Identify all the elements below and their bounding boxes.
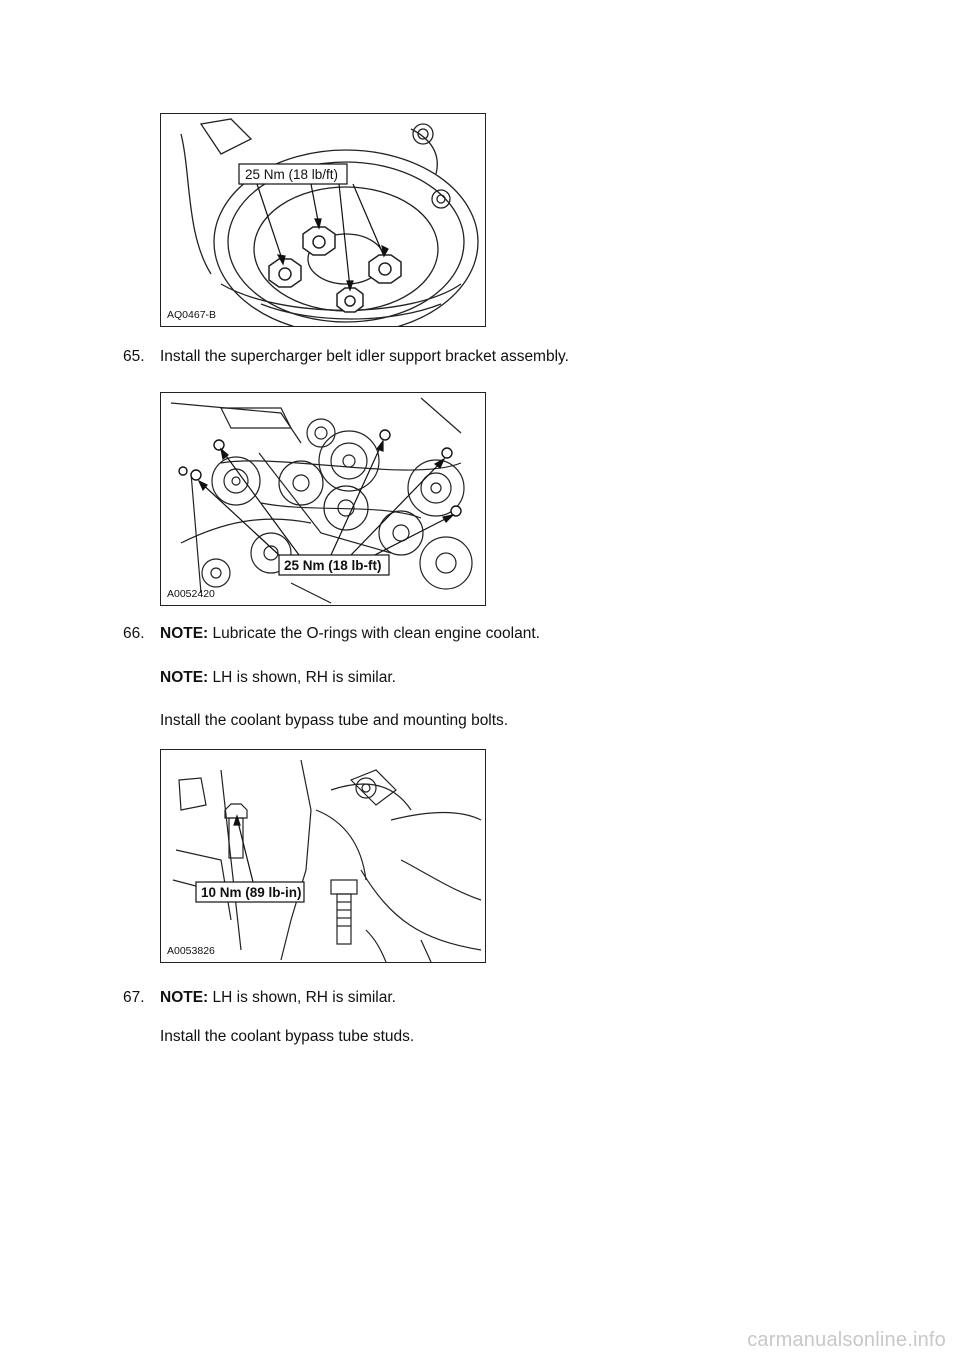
step-instruction: Install the coolant bypass tube and mounting bolts. bbox=[160, 712, 509, 729]
figure-idler-bracket bbox=[160, 392, 486, 606]
figure-pulley-bolts bbox=[160, 113, 486, 327]
watermark-footer: carmanualsonline.info bbox=[747, 1329, 946, 1351]
note-line bbox=[160, 989, 396, 1007]
figure-code: A0052420 bbox=[167, 588, 215, 600]
bypass-tube-illustration bbox=[161, 750, 486, 963]
figure-bypass-tube bbox=[160, 749, 486, 963]
figure-code: AQ0467-B bbox=[167, 309, 217, 321]
belt-drive-illustration bbox=[161, 393, 486, 606]
figure-code: A0053826 bbox=[167, 945, 215, 957]
step-number: 66. bbox=[123, 625, 145, 642]
pulley-illustration bbox=[161, 114, 486, 327]
note-line bbox=[160, 625, 540, 643]
figure-callout: 25 Nm (18 lb/ft) bbox=[245, 167, 339, 182]
note-text: LH is shown, RH is similar. bbox=[208, 989, 396, 1006]
note-label: NOTE: bbox=[160, 625, 209, 642]
figure-callout: 25 Nm (18 lb-ft) bbox=[284, 558, 382, 573]
note-line bbox=[160, 669, 396, 687]
step-number: 67. bbox=[123, 989, 145, 1006]
step-number: 65. bbox=[123, 348, 145, 365]
note-label: NOTE: bbox=[160, 989, 209, 1006]
figure-callout: 10 Nm (89 lb-in) bbox=[201, 885, 302, 900]
step-instruction: Install the supercharger belt idler support bracket assembly. bbox=[160, 348, 569, 365]
step-instruction: Install the coolant bypass tube studs. bbox=[160, 1028, 415, 1045]
note-text: Lubricate the O-rings with clean engine coolant. bbox=[208, 625, 540, 642]
note-label: NOTE: bbox=[160, 669, 209, 686]
note-text: LH is shown, RH is similar. bbox=[208, 669, 396, 686]
